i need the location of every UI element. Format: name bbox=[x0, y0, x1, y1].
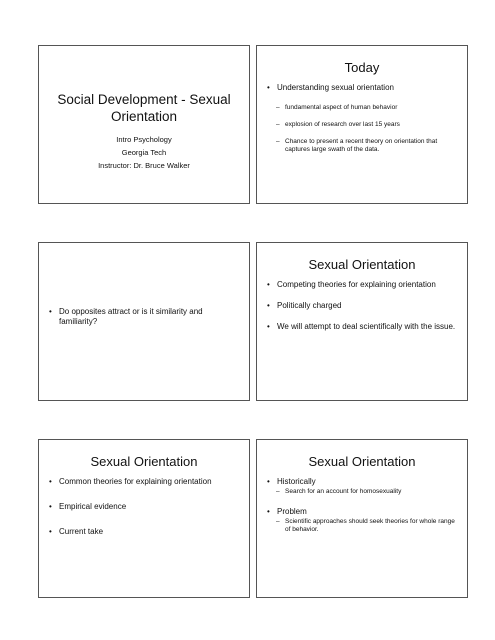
slide-title: Today bbox=[344, 60, 380, 75]
institution-name: Georgia Tech bbox=[121, 148, 167, 157]
instructor-name: Instructor: Dr. Bruce Walker bbox=[98, 161, 190, 170]
slide-content bbox=[257, 83, 467, 154]
slide-3 bbox=[38, 242, 250, 401]
bullet-item: • Common theories for explaining orientation bbox=[49, 477, 241, 487]
bullet-item: • We will attempt to deal scientifically with the issue. bbox=[267, 322, 459, 332]
slide-content bbox=[49, 307, 241, 338]
slide-title: Social Development - Sexual Orientation bbox=[57, 92, 231, 124]
sub-bullet-item: – Search for an account for homosexuality bbox=[267, 488, 459, 496]
slide-4 bbox=[256, 242, 468, 401]
slide-6 bbox=[256, 439, 468, 598]
sub-bullet-item: – Chance to present a recent theory on orientation that captures large swath of the data. bbox=[267, 138, 459, 154]
sub-bullet-item: – explosion of research over last 15 years bbox=[267, 121, 459, 129]
bullet-item: • Empirical evidence bbox=[49, 502, 241, 512]
sub-bullet-item: – fundamental aspect of human behavior bbox=[267, 104, 459, 112]
slide-2 bbox=[256, 45, 468, 204]
bullet-item: • Understanding sexual orientation bbox=[267, 83, 459, 93]
bullet-item: • Current take bbox=[49, 527, 241, 537]
bullet-item: • Do opposites attract or is it similarity and familiarity? bbox=[49, 307, 241, 327]
bullet-item: • Competing theories for explaining orientation bbox=[267, 280, 459, 290]
slide-subtitle bbox=[49, 133, 239, 172]
course-name: Intro Psychology bbox=[116, 135, 172, 144]
bullet-item: • Politically charged bbox=[267, 301, 459, 311]
slide-1 bbox=[38, 45, 250, 204]
slide-content bbox=[257, 477, 467, 534]
slide-title: Sexual Orientation bbox=[90, 454, 198, 469]
slide-5 bbox=[38, 439, 250, 598]
bullet-item: • Problem bbox=[267, 507, 459, 517]
bullet-item: • Historically bbox=[267, 477, 459, 487]
slide-content bbox=[257, 280, 467, 332]
slide-content bbox=[39, 477, 249, 537]
sub-bullet-item: – Scientific approaches should seek theories for whole range of behavior. bbox=[267, 518, 459, 534]
slide-title: Sexual Orientation bbox=[308, 257, 416, 272]
slide-title: Sexual Orientation bbox=[308, 454, 416, 469]
